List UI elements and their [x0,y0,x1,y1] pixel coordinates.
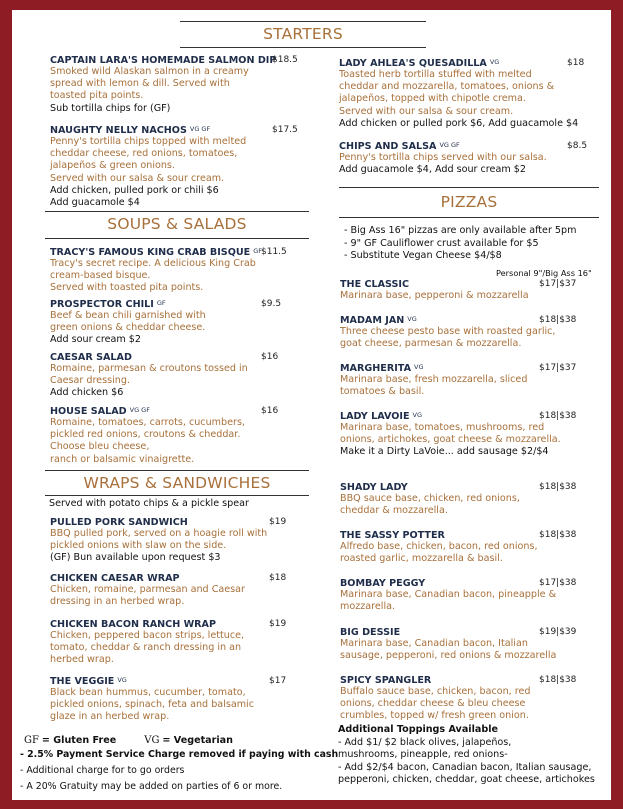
item-addon: Add chicken or pulled pork $6, Add guacamole $4 [339,117,579,129]
menu-item [340,411,577,459]
item-price: $8.5 [567,141,588,151]
diet-tag: VG [117,676,127,684]
item-description: tomato, cheddar & ranch dressing in an [50,642,242,654]
menu-item [340,482,577,517]
divider [339,217,599,218]
item-description: herbed wrap. [50,654,114,666]
item-description: onions, cheddar cheese & bleu cheese [340,698,526,710]
vg-legend-mark: VG [144,735,160,746]
item-description: cheddar cheese, red onions, tomatoes, [50,148,238,160]
menu-item [50,55,298,115]
item-price: $9.5 [261,299,282,309]
item-name: PROSPECTOR CHILI $^{GF}$ [50,299,166,310]
item-description: green onions & cheddar cheese. [50,322,206,334]
menu-item [50,676,287,724]
item-name: THE CLASSIC [340,279,410,290]
pizza-note: - Substitute Vegan Cheese $4/$8 [344,250,502,261]
menu-item [339,58,585,130]
diet-tag: VG [407,315,417,323]
menu-item [50,406,279,466]
item-name: SHADY LADY [340,482,408,493]
wraps-note: Served with potato chips & a pickle spear [49,498,249,509]
divider [45,495,309,496]
divider [180,47,426,48]
item-description: jalapeños & green onions. [50,160,175,172]
pizza-notes [344,225,576,263]
item-description: Smoked wild Alaskan salmon in a creamy [50,66,249,77]
item-price: $18|$38 [539,411,577,421]
item-description: Penny's tortilla chips served with our salsa. [339,152,547,163]
item-name: CHICKEN CAESAR WRAP [50,573,180,584]
divider [45,238,309,239]
item-description: cream-based bisque. [50,270,151,282]
toppings-line: pepperoni, chicken, cheddar, goat cheese, artichokes [338,774,595,786]
section-title-pizzas: PIZZAS [440,193,498,211]
menu-item [340,363,577,398]
menu-item [50,125,298,209]
item-description: sausage, pepperoni, red onions & mozzarella [340,650,557,662]
divider [180,21,426,22]
item-name: NAUGHTY NELLY NACHOS $^{VG GF}$ [50,125,211,136]
item-name: CHICKEN BACON RANCH WRAP [50,619,217,630]
item-description: Choose bleu cheese, [50,441,150,453]
item-addon: Sub tortilla chips for (GF) [50,102,171,114]
menu-item [340,315,577,350]
gratuity-note: - A 20% Gratuity may be added on parties of 6 or more. [20,781,283,792]
item-price: $11.5 [261,247,287,257]
item-price: $19|$39 [539,627,577,637]
item-description: Marinara base, Canadian bacon, pineapple & [340,589,557,600]
item-addon: Add guacamole $4 [50,197,140,209]
item-description: Marinara base, fresh mozzarella, sliced [340,374,528,385]
section-title-soups: SOUPS & SALADS [107,215,247,233]
diet-tag: VG GF [439,141,460,149]
item-description: roasted garlic, mozzarella & basil. [340,553,503,565]
item-addon: Add chicken $6 [50,387,124,399]
item-description: cheddar & mozzarella. [340,505,448,517]
toppings-block [338,723,595,787]
item-description: Buffalo sauce base, chicken, bacon, red [340,686,531,697]
diet-tag: VG GF [189,125,211,133]
section-title-starters: STARTERS [263,25,343,43]
item-name: BOMBAY PEGGY [340,578,426,589]
menu-item [50,517,287,565]
item-addon: Add sour cream $2 [50,334,141,346]
item-description: Three cheese pesto base with roasted garlic, [340,326,556,337]
item-price: $17.5 [272,125,298,135]
item-price: $16 [261,352,279,362]
toppings-line: - Add $1/ $2 black olives, jalapeños, [338,737,512,748]
item-addon: Add chicken, pulled pork or chili $6 [50,184,219,196]
item-description: jalapeños, topped with chipotle crema. [339,93,526,105]
item-description: spread with lemon & dill. Served with [50,78,230,90]
toppings-line: mushrooms, pineapple, red onions- [338,749,508,761]
item-name: CAPTAIN LARA'S HOMEMADE SALMON DIP [50,55,277,66]
divider [339,187,599,188]
diet-tag: VG [414,363,424,371]
item-description: Served with our salsa & sour cream. [50,172,225,184]
item-price: $19 [269,619,287,629]
item-name: HOUSE SALAD $^{VG GF}$ [50,406,150,417]
item-addon: Make it a Dirty LaVoie... add sausage $2/$4 [340,446,549,458]
diet-tag: VG [489,58,500,66]
vg-legend-label: = Vegetarian [162,735,233,746]
gf-legend-mark: GF [24,735,39,746]
item-description: Marinara base, Canadian bacon, Italian [340,638,528,649]
item-name: MADAM JAN $^{VG}$ [340,315,417,326]
menu-item [50,299,282,347]
item-description: pickled onions with slaw on the side. [50,540,227,552]
item-name: LADY AHLEA'S QUESADILLA $^{VG}$ [339,58,500,69]
item-name: PULLED PORK SANDWICH [50,517,188,528]
item-price: $18 [269,573,287,583]
item-price: $17|$38 [539,578,577,588]
pizza-note: - 9" GF Cauliflower crust available for $5 [344,237,539,249]
item-price: $17 [269,676,287,686]
menu-item [50,619,287,667]
item-description: Romaine, tomatoes, carrots, cucumbers, [50,417,245,428]
diet-tag: VG GF [129,406,150,414]
divider [45,470,309,471]
diet-tag: GF [253,247,262,255]
item-price: $17|$37 [539,363,577,373]
item-description: BBQ sauce base, chicken, red onions, [340,493,520,504]
item-description: Toasted herb tortilla stuffed with melted [339,69,532,80]
menu-item [340,627,577,662]
to-go-note: - Additional charge for to go orders [20,765,185,776]
item-description: glaze in an herbed wrap. [50,711,170,723]
item-description: Tracy's secret recipe. A delicious King Crab [50,258,256,269]
item-description: Alfredo base, chicken, bacon, red onions, [340,541,538,552]
item-description: Penny's tortilla chips topped with melted [50,136,247,147]
item-name: THE VEGGIE $^{VG}$ [50,676,127,687]
menu-item [50,247,287,295]
menu-item [340,530,577,565]
menu-item [50,352,279,400]
item-description: Marinara base, pepperoni & mozzarella [340,290,529,301]
menu-sheet [12,10,611,800]
service-charge-note: - 2.5% Payment Service Charge removed if paying with cash [20,749,339,760]
item-description: Romaine, parmesan & croutons tossed in [50,363,248,374]
item-description: ranch or balsamic vinaigrette. [50,453,195,465]
item-addon: (GF) Bun available upon request $3 [50,552,221,564]
item-price: $17|$37 [539,279,577,289]
item-name: LADY LAVOIE $^{VG}$ [340,411,422,422]
menu-item [340,675,577,723]
item-price: $16 [261,406,279,416]
item-description: Beef & bean chili garnished with [50,310,206,321]
item-description: crumbles, topped w/ fresh green onion. [340,710,529,722]
gf-legend-label: = Gluten Free [41,735,117,746]
item-name: SPICY SPANGLER [340,675,432,686]
item-description: Caesar dressing. [50,375,130,387]
item-description: onions, artichokes, goat cheese & mozzarella. [340,434,561,446]
item-price: $18|$38 [539,482,577,492]
toppings-title: Additional Toppings Available [338,724,499,735]
menu-item [340,578,577,613]
divider [45,211,309,212]
item-description: tomatoes & basil. [340,386,425,398]
diet-legend [24,735,233,746]
section-title-wraps: WRAPS & SANDWICHES [83,474,271,492]
item-name: BIG DESSIE [340,627,401,638]
item-description: pickled red onions, croutons & cheddar. [50,429,241,441]
item-addon: Add guacamole $4, Add sour cream $2 [339,164,526,176]
item-description: Chicken, peppered bacon strips, lettuce, [50,630,245,641]
item-description: toasted pita points. [50,90,144,102]
item-price: $18.5 [272,55,298,65]
item-name: THE SASSY POTTER [340,530,445,541]
item-description: Served with toasted pita points. [50,282,204,294]
item-price: $18 [567,58,585,68]
item-name: MARGHERITA $^{VG}$ [340,363,424,374]
item-price: $18|$38 [539,315,577,325]
menu-item [50,573,287,608]
item-name: CAESAR SALAD [50,352,132,363]
item-description: Served with our salsa & sour cream. [339,105,514,117]
diet-tag: GF [156,299,166,307]
item-description: Marinara base, tomatoes, mushrooms, red [340,422,545,433]
item-price: $18|$38 [539,675,577,685]
item-description: cheddar and mozzarella, tomatoes, onions & [339,81,555,93]
pizza-size-header: Personal 9"/Big Ass 16" [496,268,592,278]
menu-item [340,279,577,302]
item-price: $18|$38 [539,530,577,540]
item-name: TRACY'S FAMOUS KING CRAB BISQUE $^{GF}$ [50,247,262,258]
item-description: Chicken, romaine, parmesan and Caesar [50,584,245,595]
pizza-note: - Big Ass 16" pizzas are only available after 5pm [344,225,577,236]
menu-item [339,141,588,176]
item-description: Black bean hummus, cucumber, tomato, [50,687,246,698]
item-description: pickled onions, spinach, feta and balsamic [50,699,254,711]
toppings-line: - Add $2/$4 bacon, Canadian bacon, Italian sausage, [338,761,592,773]
item-description: mozzarella. [340,601,396,613]
item-description: dressing in an herbed wrap. [50,596,185,608]
item-description: BBQ pulled pork, served on a hoagie roll with [50,528,268,539]
diet-tag: VG [412,411,422,419]
item-name: CHIPS AND SALSA $^{VG GF}$ [339,141,460,152]
item-price: $19 [269,517,287,527]
item-description: goat cheese, parmesan & mozzarella. [340,338,522,350]
